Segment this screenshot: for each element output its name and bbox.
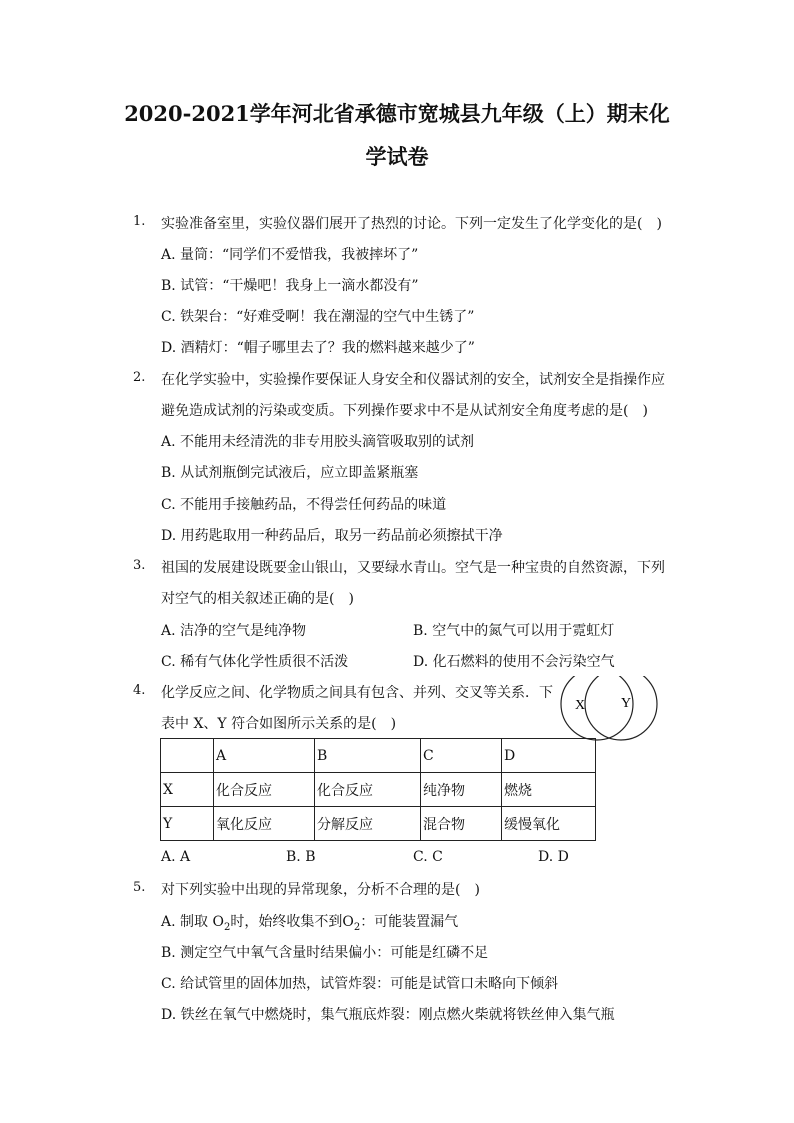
option-b[interactable]: B. 空气中的氮气可以用于霓虹灯	[413, 623, 615, 639]
option-a[interactable]: A. A	[161, 849, 191, 865]
option-a[interactable]: A. 不能用未经清洗的非专用胶头滴管吸取别的试剂	[161, 434, 475, 450]
exam-title-line-2: 学试卷	[365, 144, 429, 169]
question-number: 2.	[133, 370, 146, 385]
question-number: 1.	[133, 214, 146, 229]
question-stem: 实验准备室里，实验仪器们展开了热烈的讨论。下列一定发生了化学变化的是( )	[161, 216, 662, 232]
table-cell: D	[502, 739, 596, 773]
option-c[interactable]: C. 不能用手接触药品，不得尝任何药品的味道	[161, 497, 447, 513]
option-b[interactable]: B. 试管：“干燥吧！我身上一滴水都没有”	[161, 278, 419, 294]
table-cell: 纯净物	[421, 773, 502, 807]
question-stem: 对下列实验中出现的异常现象，分析不合理的是( )	[161, 882, 480, 898]
question-stem-line-2: 对空气的相关叙述正确的是( )	[161, 591, 354, 607]
question-number: 5.	[133, 880, 146, 895]
venn-label-x: X	[575, 698, 586, 713]
table-cell: A	[214, 739, 315, 773]
table-cell: C	[421, 739, 502, 773]
option-d[interactable]: D. D	[538, 849, 569, 865]
question-stem-line-2: 避免造成试剂的污染或变质。下列操作要求中不是从试剂安全角度考虑的是( )	[161, 403, 648, 419]
table-cell: 化合反应	[214, 773, 315, 807]
option-c[interactable]: C. 铁架台：“好难受啊！我在潮湿的空气中生锈了”	[161, 309, 475, 325]
option-a-prefix: A. 制取 O	[161, 914, 224, 930]
question-stem-line-1: 化学反应之间、化学物质之间具有包含、并列、交叉等关系．下	[161, 685, 553, 701]
venn-label-y: Y	[621, 696, 632, 711]
option-b[interactable]: B. 从试剂瓶倒完试液后，应立即盖紧瓶塞	[161, 465, 419, 481]
subscript-2: 2	[353, 921, 361, 933]
option-a[interactable]: A. 量筒：“同学们不爱惜我，我被摔坏了”	[161, 247, 419, 263]
table-cell: X	[161, 773, 214, 807]
option-d[interactable]: D. 铁丝在氧气中燃烧时，集气瓶底炸裂：刚点燃火柴就将铁丝伸入集气瓶	[161, 1007, 615, 1023]
question-stem-line-1: 祖国的发展建设既要金山银山，又要绿水青山。空气是一种宝贵的自然资源，下列	[161, 560, 665, 576]
table-row	[161, 807, 596, 841]
question-stem-line-1: 在化学实验中，实验操作要保证人身安全和仪器试剂的安全，试剂安全是指操作应	[161, 372, 665, 388]
option-d[interactable]: D. 酒精灯：“帽子哪里去了？我的燃料越来越少了”	[161, 340, 475, 356]
question-stem-line-2: 表中 X、Y 符合如图所示关系的是( )	[161, 716, 397, 732]
table-cell: 氧化反应	[214, 807, 315, 841]
option-d[interactable]: D. 用药匙取用一种药品后，取另一药品前必须擦拭干净	[161, 528, 503, 544]
option-a-suffix: ：可能装置漏气	[360, 914, 459, 930]
table-cell: 化合反应	[315, 773, 421, 807]
question-number: 4.	[133, 683, 146, 698]
table-cell: 燃烧	[502, 773, 596, 807]
exam-title	[100, 92, 694, 178]
option-a[interactable]	[161, 911, 458, 933]
table-cell: B	[315, 739, 421, 773]
table-cell: Y	[161, 807, 214, 841]
option-b[interactable]: B. 测定空气中氧气含量时结果偏小：可能是红磷不足	[161, 945, 489, 961]
relation-table	[160, 738, 596, 841]
option-d[interactable]: D. 化石燃料的使用不会污染空气	[413, 654, 615, 670]
option-a-mid: 时，始终收集不到O	[230, 914, 354, 930]
table-cell: 混合物	[421, 807, 502, 841]
exam-title-line-1: 2020-2021学年河北省承德市宽城县九年级（上）期末化	[124, 101, 670, 126]
subscript-2: 2	[223, 921, 231, 933]
table-header-row	[161, 739, 596, 773]
option-c[interactable]: C. 给试管里的固体加热，试管炸裂：可能是试管口未略向下倾斜	[161, 976, 559, 992]
option-a[interactable]: A. 洁净的空气是纯净物	[161, 623, 307, 639]
question-number: 3.	[133, 558, 146, 573]
table-cell: 分解反应	[315, 807, 421, 841]
table-cell: 缓慢氧化	[502, 807, 596, 841]
option-c[interactable]: C. C	[413, 849, 443, 865]
option-c[interactable]: C. 稀有气体化学性质很不活泼	[161, 654, 349, 670]
table-cell	[161, 739, 214, 773]
table-row	[161, 773, 596, 807]
option-b[interactable]: B. B	[286, 849, 316, 865]
